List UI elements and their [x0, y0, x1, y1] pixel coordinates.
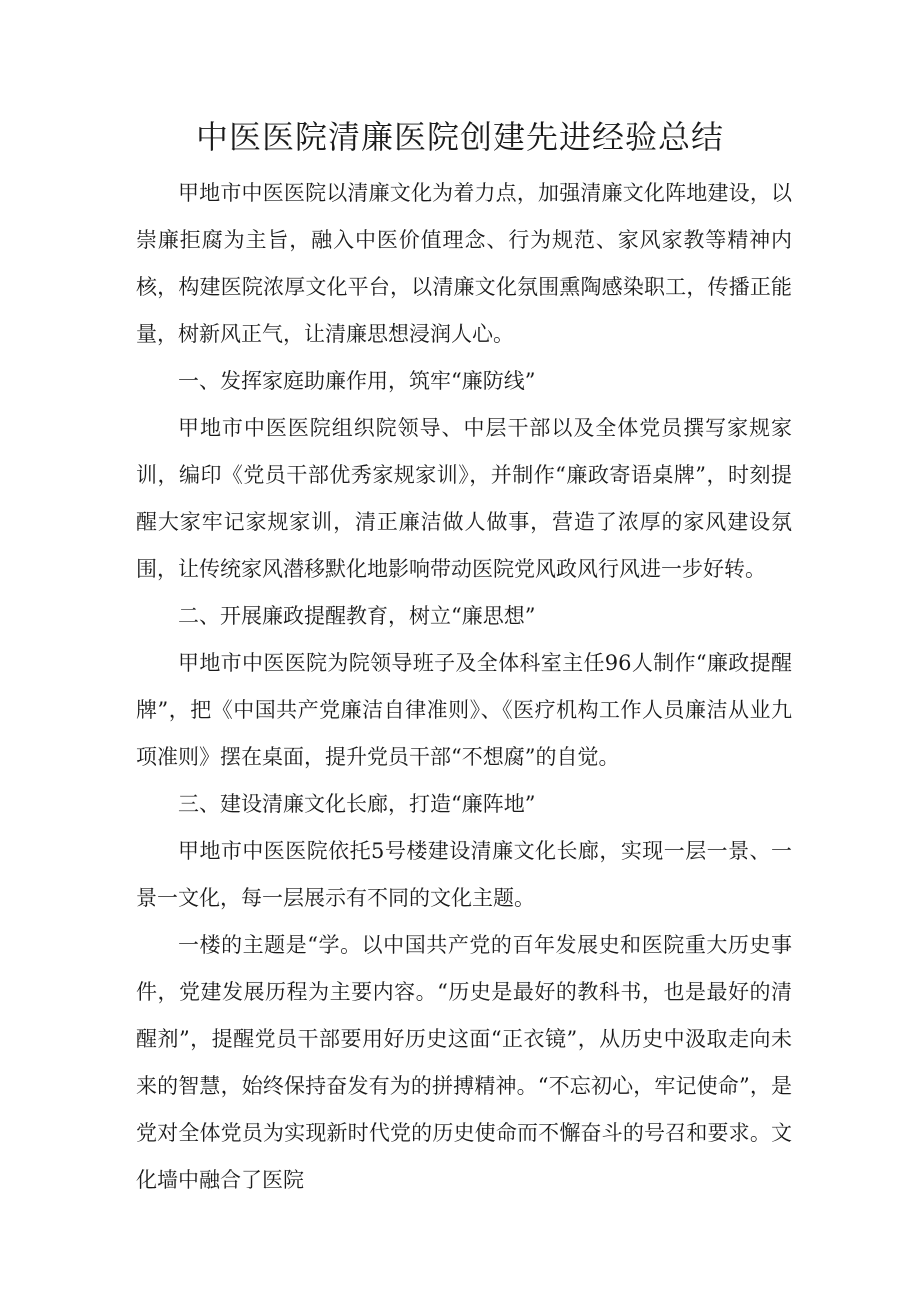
paragraph-section-2: 甲地市中医医院为院领导班子及全体科室主任96人制作“廉政提醒牌”，把《中国共产党廉洁自律准则》、《医疗机构工作人员廉洁从业九项准则》摆在桌面，提升党员干部“不想腐”的自觉。	[136, 651, 792, 769]
document-body	[136, 170, 792, 1204]
paragraph-section-3: 甲地市中医医院依托5号楼建设清廉文化长廊，实现一层一景、一景一文化，每一层展示有不同的文化主题。	[136, 839, 792, 910]
section-heading-2: 二、开展廉政提醒教育，树立“廉思想”	[178, 604, 536, 628]
document-title: 中医医院清廉医院创建先进经验总结	[195, 118, 724, 156]
section-heading-3: 三、建设清廉文化长廊，打造“廉阵地”	[178, 792, 536, 816]
paragraph-intro: 甲地市中医医院以清廉文化为着力点，加强清廉文化阵地建设，以崇廉拒腐为主旨，融入中医价值理念、行为规范、家风家教等精神内核，构建医院浓厚文化平台，以清廉文化氛围熏陶感染职工，传播正能量，树新风正气，让清廉思想浸润人心。	[136, 181, 792, 346]
section-heading-1: 一、发挥家庭助廉作用，筑牢“廉防线”	[178, 369, 536, 393]
paragraph-section-1: 甲地市中医医院组织院领导、中层干部以及全体党员撰写家规家训，编印《党员干部优秀家规家训》，并制作“廉政寄语桌牌”，时刻提醒大家牢记家规家训，清正廉洁做人做事，营造了浓厚的家风建设氛围，让传统家风潜移默化地影响带动医院党风政风行风进一步好转。	[136, 416, 792, 581]
paragraph-first-floor: 一楼的主题是“学。以中国共产党的百年发展史和医院重大历史事件，党建发展历程为主要内容。“历史是最好的教科书，也是最好的清醒剂”，提醒党员干部要用好历史这面“正衣镜”，从历史中汲取走向未来的智慧，始终保持奋发有为的拼搏精神。“不忘初心，牢记使命”，是党对全体党员为实现新时代党的历史使命而不懈奋斗的号召和要求。文化墙中融合了医院	[136, 933, 792, 1192]
